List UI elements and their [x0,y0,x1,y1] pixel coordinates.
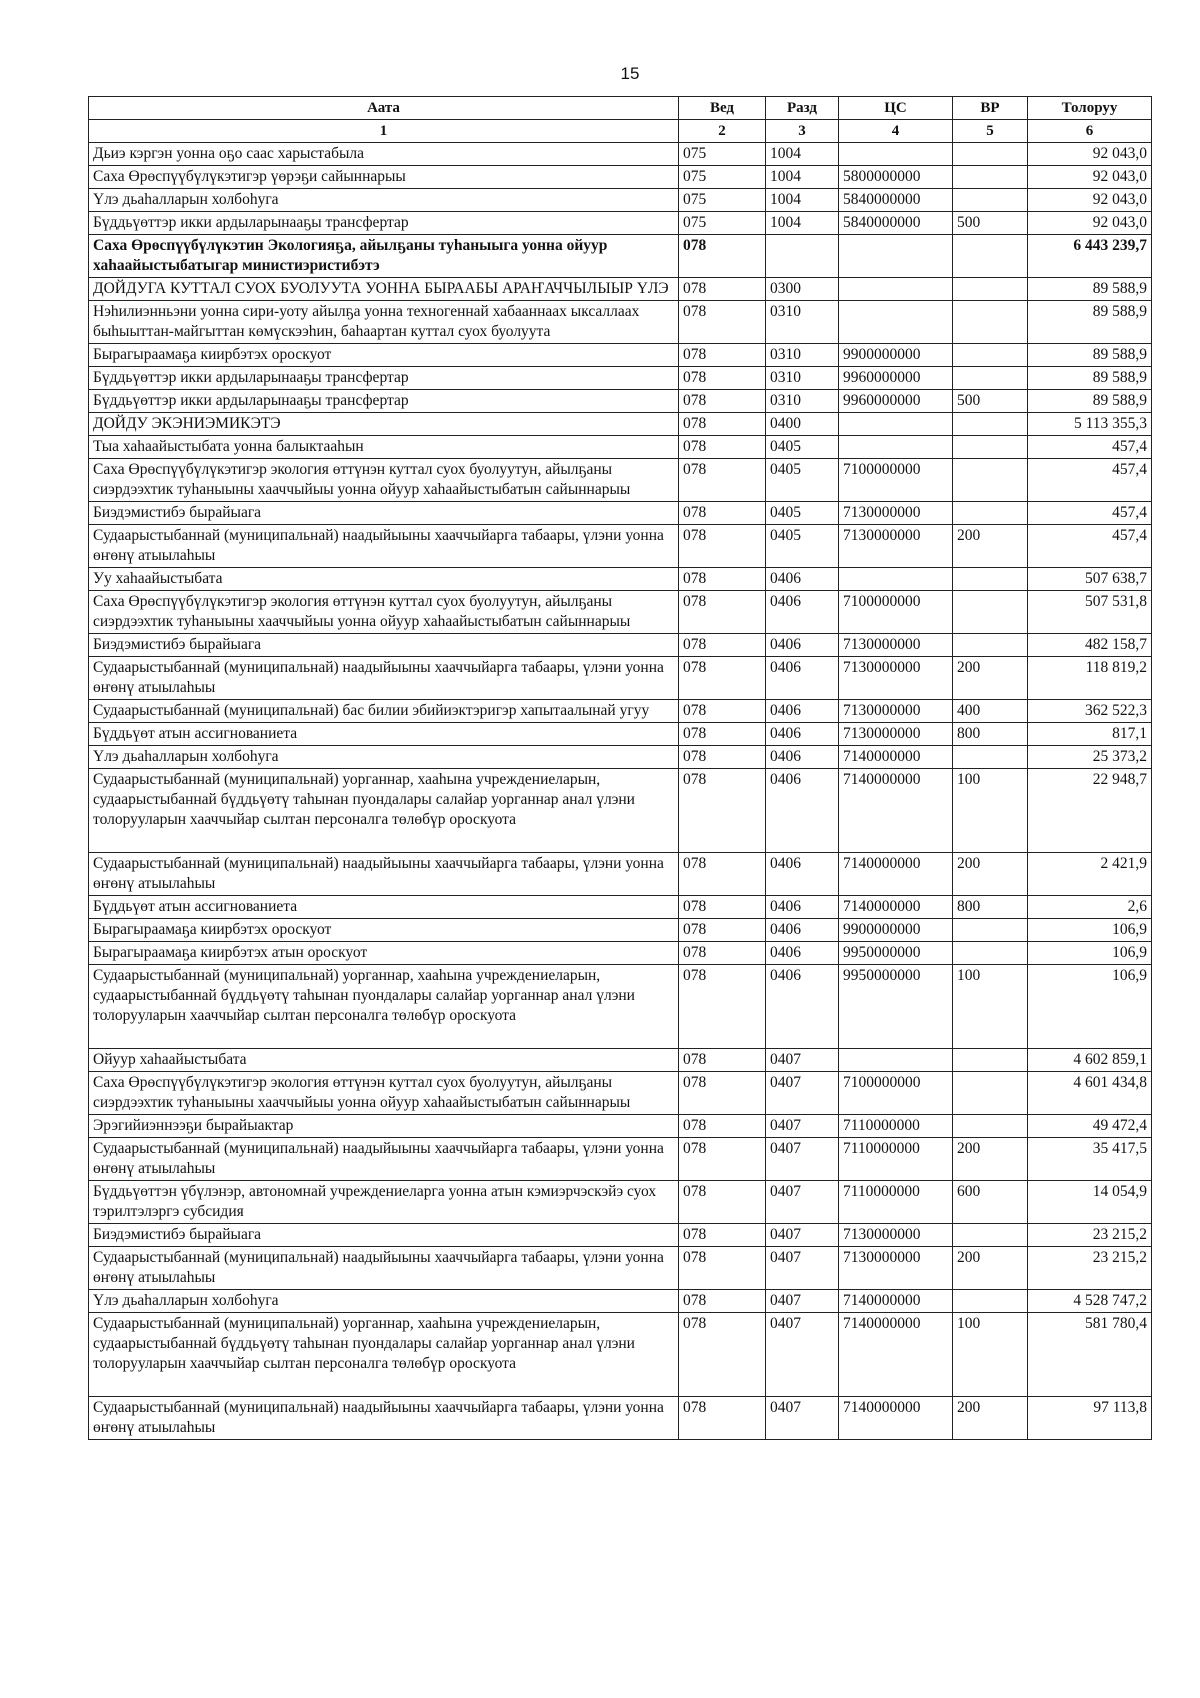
cell-sum: 89 588,9 [1028,301,1152,344]
cell-vr: 200 [953,1138,1028,1181]
cell-name: Саха Өрөспүүбүлүкэтигэр экология өттүнэн куттал суох буолуутун, айылҕаны сиэрдээхтик туһаныыны хааччыйыы уонна ойуур хаһаайыстыбатын сайыннарыы [89,459,679,502]
cell-sum: 14 054,9 [1028,1181,1152,1224]
cell-name: Бырагыраамаҕа киирбэтэх ороскуот [89,344,679,367]
cell-vr [953,367,1028,390]
cell-name: Бырагыраамаҕа киирбэтэх ороскуот [89,919,679,942]
cell-name: Судаарыстыбаннай (муниципальнай) уорганнар, хааһына учреждениеларын, судаарыстыбаннай бүддьүөтү таһынан пуондалары салайар уорганнар анал үлэни толорууларын хааччыйар сылтан персоналга төлөбүр ороскуота [89,965,679,1049]
cell-name: Саха Өрөспүүбүлүкэтигэр экология өттүнэн куттал суох буолуутун, айылҕаны сиэрдээхтик туһаныыны хааччыйыы уонна ойуур хаһаайыстыбатын сайыннарыы [89,591,679,634]
cell-sum: 22 948,7 [1028,769,1152,853]
cell-razd: 0406 [766,634,839,657]
cell-razd: 0406 [766,919,839,942]
table-row [89,965,1152,1049]
cell-vr [953,1115,1028,1138]
table-row [89,723,1152,746]
cell-sum: 457,4 [1028,459,1152,502]
table-row [89,1115,1152,1138]
cell-vr [953,189,1028,212]
table-row [89,1247,1152,1290]
cell-vr [953,591,1028,634]
table-row [89,235,1152,278]
cell-cs: 7100000000 [839,459,953,502]
cell-ved: 078 [679,525,766,568]
cell-ved: 078 [679,235,766,278]
cell-cs [839,143,953,166]
table-row [89,1072,1152,1115]
cell-ved: 078 [679,965,766,1049]
table-row [89,634,1152,657]
cell-name: Судаарыстыбаннай (муниципальнай) наадыйыыны хааччыйарга табаары, үлэни уонна өҥөнү атыылаһыы [89,853,679,896]
cell-sum: 89 588,9 [1028,278,1152,301]
table-row [89,166,1152,189]
column-number: 1 [89,120,679,143]
table-row [89,502,1152,525]
cell-razd: 0406 [766,965,839,1049]
header-ved: Вед [679,97,766,120]
cell-ved: 078 [679,344,766,367]
cell-sum: 23 215,2 [1028,1224,1152,1247]
cell-sum: 362 522,3 [1028,700,1152,723]
cell-razd: 0406 [766,746,839,769]
cell-cs [839,568,953,591]
cell-ved: 078 [679,301,766,344]
cell-sum: 23 215,2 [1028,1247,1152,1290]
cell-vr: 500 [953,212,1028,235]
column-number: 3 [766,120,839,143]
cell-vr: 200 [953,1397,1028,1440]
cell-name: Эрэгийиэннээҕи бырайыактар [89,1115,679,1138]
cell-cs [839,278,953,301]
header-vr: ВР [953,97,1028,120]
cell-cs: 7140000000 [839,853,953,896]
cell-vr [953,502,1028,525]
cell-name: Нэһилиэнньэни уонна сири-уоту айылҕа уонна техногеннай хабааннаах ыксаллаах быһыыттан-майгыттан көмүскээһин, баһаартан куттал суох буолуута [89,301,679,344]
table-row [89,143,1152,166]
cell-vr [953,301,1028,344]
cell-sum: 457,4 [1028,436,1152,459]
cell-name: Судаарыстыбаннай (муниципальнай) уорганнар, хааһына учреждениеларын, судаарыстыбаннай бүддьүөтү таһынан пуондалары салайар уорганнар анал үлэни толорууларын хааччыйар сылтан персоналга төлөбүр ороскуота [89,1313,679,1397]
cell-ved: 078 [679,1115,766,1138]
cell-sum: 89 588,9 [1028,367,1152,390]
cell-ved: 078 [679,1072,766,1115]
cell-ved: 075 [679,189,766,212]
cell-ved: 078 [679,502,766,525]
cell-cs: 7140000000 [839,896,953,919]
cell-vr: 100 [953,1313,1028,1397]
cell-razd: 0406 [766,942,839,965]
cell-sum: 2 421,9 [1028,853,1152,896]
cell-vr: 500 [953,390,1028,413]
table-row [89,1290,1152,1313]
cell-name: Судаарыстыбаннай (муниципальнай) наадыйыыны хааччыйарга табаары, үлэни уонна өҥөнү атыылаһыы [89,1247,679,1290]
header-row [89,97,1152,120]
table-row [89,896,1152,919]
cell-sum: 49 472,4 [1028,1115,1152,1138]
cell-sum: 92 043,0 [1028,166,1152,189]
cell-ved: 078 [679,1247,766,1290]
cell-cs: 7140000000 [839,769,953,853]
cell-vr [953,344,1028,367]
cell-vr [953,166,1028,189]
cell-cs: 7100000000 [839,591,953,634]
cell-name: Дьиэ кэргэн уонна оҕо саас харыстабыла [89,143,679,166]
page-number: 15 [620,64,640,83]
cell-razd: 0310 [766,344,839,367]
cell-cs: 5800000000 [839,166,953,189]
cell-name: Бүддьүөт атын ассигнованиета [89,896,679,919]
cell-sum: 89 588,9 [1028,344,1152,367]
cell-razd: 0407 [766,1181,839,1224]
cell-ved: 078 [679,723,766,746]
cell-vr: 200 [953,1247,1028,1290]
table-row [89,1138,1152,1181]
cell-sum: 457,4 [1028,525,1152,568]
cell-sum: 581 780,4 [1028,1313,1152,1397]
cell-sum: 507 638,7 [1028,568,1152,591]
table-row [89,853,1152,896]
cell-vr: 100 [953,769,1028,853]
cell-vr [953,919,1028,942]
cell-ved: 078 [679,1397,766,1440]
header-razd: Разд [766,97,839,120]
column-number: 6 [1028,120,1152,143]
cell-cs: 7130000000 [839,502,953,525]
cell-sum: 106,9 [1028,965,1152,1049]
cell-razd: 0407 [766,1397,839,1440]
cell-name: Саха Өрөспүүбүлүкэтин Экологияҕа, айылҕаны туһаныыга уонна ойуур хаһаайыстыбатыгар министиэристибэтэ [89,235,679,278]
cell-ved: 078 [679,853,766,896]
cell-vr [953,278,1028,301]
cell-razd: 0405 [766,525,839,568]
cell-name: Судаарыстыбаннай (муниципальнай) наадыйыыны хааччыйарга табаары, үлэни уонна өҥөнү атыылаһыы [89,1397,679,1440]
cell-name: Тыа хаһаайыстыбата уонна балыктааһын [89,436,679,459]
cell-vr [953,746,1028,769]
cell-sum: 4 602 859,1 [1028,1049,1152,1072]
cell-ved: 078 [679,919,766,942]
cell-name: Уу хаһаайыстыбата [89,568,679,591]
cell-sum: 4 528 747,2 [1028,1290,1152,1313]
cell-cs: 9950000000 [839,942,953,965]
cell-vr [953,1224,1028,1247]
cell-ved: 078 [679,700,766,723]
cell-razd: 0405 [766,459,839,502]
cell-sum: 507 531,8 [1028,591,1152,634]
cell-razd: 0310 [766,367,839,390]
cell-cs: 7110000000 [839,1181,953,1224]
cell-razd: 1004 [766,166,839,189]
cell-razd: 0406 [766,853,839,896]
table-row [89,769,1152,853]
column-number: 5 [953,120,1028,143]
table-row [89,212,1152,235]
cell-sum: 25 373,2 [1028,746,1152,769]
cell-ved: 078 [679,591,766,634]
cell-ved: 078 [679,1138,766,1181]
cell-sum: 89 588,9 [1028,390,1152,413]
column-number-row [89,120,1152,143]
cell-ved: 078 [679,942,766,965]
cell-sum: 2,6 [1028,896,1152,919]
cell-razd: 0406 [766,896,839,919]
cell-cs: 7130000000 [839,525,953,568]
cell-cs: 7110000000 [839,1115,953,1138]
cell-razd: 0407 [766,1313,839,1397]
table-row [89,746,1152,769]
cell-name: Судаарыстыбаннай (муниципальнай) наадыйыыны хааччыйарга табаары, үлэни уонна өҥөнү атыылаһыы [89,525,679,568]
cell-vr: 800 [953,896,1028,919]
table-row [89,942,1152,965]
cell-cs [839,301,953,344]
cell-vr [953,1049,1028,1072]
cell-cs: 5840000000 [839,189,953,212]
column-number: 4 [839,120,953,143]
cell-razd: 1004 [766,143,839,166]
cell-ved: 078 [679,367,766,390]
cell-cs: 7130000000 [839,657,953,700]
cell-vr [953,942,1028,965]
cell-name: Үлэ дьаһалларын холбоһуга [89,189,679,212]
cell-ved: 078 [679,436,766,459]
cell-sum: 97 113,8 [1028,1397,1152,1440]
cell-vr [953,634,1028,657]
cell-name: Саха Өрөспүүбүлүкэтигэр экология өттүнэн куттал суох буолуутун, айылҕаны сиэрдээхтик туһаныыны хааччыйыы уонна ойуур хаһаайыстыбатын сайыннарыы [89,1072,679,1115]
table-row [89,1313,1152,1397]
cell-cs: 9900000000 [839,919,953,942]
cell-razd: 0407 [766,1138,839,1181]
cell-name: Ойуур хаһаайыстыбата [89,1049,679,1072]
cell-cs: 7130000000 [839,700,953,723]
cell-ved: 078 [679,1290,766,1313]
cell-ved: 078 [679,1313,766,1397]
cell-vr: 200 [953,525,1028,568]
cell-vr: 200 [953,853,1028,896]
cell-name: Үлэ дьаһалларын холбоһуга [89,1290,679,1313]
cell-razd: 0407 [766,1224,839,1247]
cell-vr [953,235,1028,278]
cell-ved: 078 [679,1181,766,1224]
table-row [89,1181,1152,1224]
cell-razd: 0406 [766,723,839,746]
cell-cs [839,436,953,459]
table-row [89,367,1152,390]
cell-cs: 7140000000 [839,746,953,769]
cell-ved: 078 [679,769,766,853]
cell-ved: 078 [679,568,766,591]
cell-name: Судаарыстыбаннай (муниципальнай) бас билии эбийиэктэригэр хапытаалынай угуу [89,700,679,723]
table-row [89,390,1152,413]
cell-ved: 075 [679,143,766,166]
cell-cs: 7140000000 [839,1397,953,1440]
cell-razd: 0310 [766,301,839,344]
budget-table [88,96,1152,1440]
cell-name: Бырагыраамаҕа киирбэтэх атын ороскуот [89,942,679,965]
cell-ved: 075 [679,212,766,235]
cell-cs: 7130000000 [839,1224,953,1247]
cell-ved: 078 [679,896,766,919]
cell-name: Судаарыстыбаннай (муниципальнай) уорганнар, хааһына учреждениеларын, судаарыстыбаннай бүддьүөтү таһынан пуондалары салайар уорганнар анал үлэни толорууларын хааччыйар сылтан персоналга төлөбүр ороскуота [89,769,679,853]
cell-cs: 9960000000 [839,367,953,390]
cell-vr [953,143,1028,166]
table-row [89,459,1152,502]
cell-cs: 9900000000 [839,344,953,367]
cell-sum: 118 819,2 [1028,657,1152,700]
cell-sum: 457,4 [1028,502,1152,525]
cell-name: Бүддьүөттэр икки ардыларынааҕы трансфертар [89,367,679,390]
cell-vr [953,1072,1028,1115]
cell-cs: 5840000000 [839,212,953,235]
cell-ved: 078 [679,1049,766,1072]
cell-razd: 0405 [766,436,839,459]
cell-sum: 92 043,0 [1028,189,1152,212]
cell-ved: 078 [679,657,766,700]
cell-name: Судаарыстыбаннай (муниципальнай) наадыйыыны хааччыйарга табаары, үлэни уонна өҥөнү атыылаһыы [89,657,679,700]
cell-razd: 0406 [766,657,839,700]
cell-vr: 400 [953,700,1028,723]
cell-razd: 0407 [766,1290,839,1313]
table-row [89,1224,1152,1247]
cell-sum: 106,9 [1028,942,1152,965]
cell-vr [953,413,1028,436]
cell-sum: 106,9 [1028,919,1152,942]
table-row [89,436,1152,459]
cell-sum: 35 417,5 [1028,1138,1152,1181]
cell-cs: 7130000000 [839,634,953,657]
cell-razd [766,235,839,278]
cell-vr: 800 [953,723,1028,746]
cell-vr [953,459,1028,502]
cell-name: Биэдэмистибэ бырайыага [89,1224,679,1247]
cell-ved: 075 [679,166,766,189]
table-body [89,143,1152,1440]
cell-cs: 7130000000 [839,723,953,746]
cell-ved: 078 [679,390,766,413]
header-sum: Толоруу [1028,97,1152,120]
cell-vr [953,568,1028,591]
cell-razd: 0300 [766,278,839,301]
cell-name: ДОЙДУГА КУТТАЛ СУОХ БУОЛУУТА УОННА БЫРААБЫ АРАҤАЧЧЫЛЫЫР ҮЛЭ [89,278,679,301]
column-number: 2 [679,120,766,143]
cell-cs [839,1049,953,1072]
table-row [89,1049,1152,1072]
cell-ved: 078 [679,278,766,301]
cell-sum: 92 043,0 [1028,212,1152,235]
cell-name: Бүддьүөттэн үбүлэнэр, автономнай учреждениеларга уонна атын кэмиэрчэскэйэ суох тэрилтэлэргэ субсидия [89,1181,679,1224]
cell-name: Судаарыстыбаннай (муниципальнай) наадыйыыны хааччыйарга табаары, үлэни уонна өҥөнү атыылаһыы [89,1138,679,1181]
cell-razd: 0405 [766,502,839,525]
cell-vr [953,436,1028,459]
cell-cs [839,413,953,436]
table-row [89,525,1152,568]
cell-sum: 5 113 355,3 [1028,413,1152,436]
cell-name: Бүддьүөт атын ассигнованиета [89,723,679,746]
cell-ved: 078 [679,459,766,502]
cell-sum: 817,1 [1028,723,1152,746]
header-name: Аата [89,97,679,120]
table-row [89,413,1152,436]
cell-name: Үлэ дьаһалларын холбоһуга [89,746,679,769]
cell-sum: 482 158,7 [1028,634,1152,657]
cell-cs: 7140000000 [839,1290,953,1313]
table-row [89,1397,1152,1440]
cell-cs: 7110000000 [839,1138,953,1181]
cell-vr [953,1290,1028,1313]
table-row [89,189,1152,212]
cell-sum: 6 443 239,7 [1028,235,1152,278]
cell-name: Бүддьүөттэр икки ардыларынааҕы трансфертар [89,212,679,235]
cell-cs [839,235,953,278]
table-row [89,700,1152,723]
cell-razd: 0407 [766,1247,839,1290]
cell-ved: 078 [679,413,766,436]
cell-razd: 1004 [766,189,839,212]
table-row [89,591,1152,634]
cell-name: Биэдэмистибэ бырайыага [89,634,679,657]
cell-name: Бүддьүөттэр икки ардыларынааҕы трансфертар [89,390,679,413]
table-row [89,344,1152,367]
header-cs: ЦС [839,97,953,120]
cell-vr: 200 [953,657,1028,700]
cell-ved: 078 [679,1224,766,1247]
cell-razd: 0406 [766,591,839,634]
cell-vr: 600 [953,1181,1028,1224]
cell-vr: 100 [953,965,1028,1049]
cell-razd: 0406 [766,700,839,723]
cell-razd: 0407 [766,1049,839,1072]
cell-name: Саха Өрөспүүбүлүкэтигэр үөрэҕи сайыннарыы [89,166,679,189]
cell-ved: 078 [679,746,766,769]
cell-razd: 0407 [766,1072,839,1115]
cell-sum: 4 601 434,8 [1028,1072,1152,1115]
cell-cs: 7140000000 [839,1313,953,1397]
cell-cs: 9960000000 [839,390,953,413]
cell-razd: 0407 [766,1115,839,1138]
table-row [89,568,1152,591]
table-row [89,919,1152,942]
cell-name: ДОЙДУ ЭКЭНИЭМИКЭТЭ [89,413,679,436]
cell-razd: 0310 [766,390,839,413]
cell-razd: 0406 [766,769,839,853]
cell-razd: 0400 [766,413,839,436]
table-row [89,657,1152,700]
cell-razd: 1004 [766,212,839,235]
cell-cs: 7100000000 [839,1072,953,1115]
cell-razd: 0406 [766,568,839,591]
cell-name: Биэдэмистибэ бырайыага [89,502,679,525]
table-row [89,301,1152,344]
cell-sum: 92 043,0 [1028,143,1152,166]
cell-cs: 7130000000 [839,1247,953,1290]
cell-cs: 9950000000 [839,965,953,1049]
cell-ved: 078 [679,634,766,657]
table-row [89,278,1152,301]
